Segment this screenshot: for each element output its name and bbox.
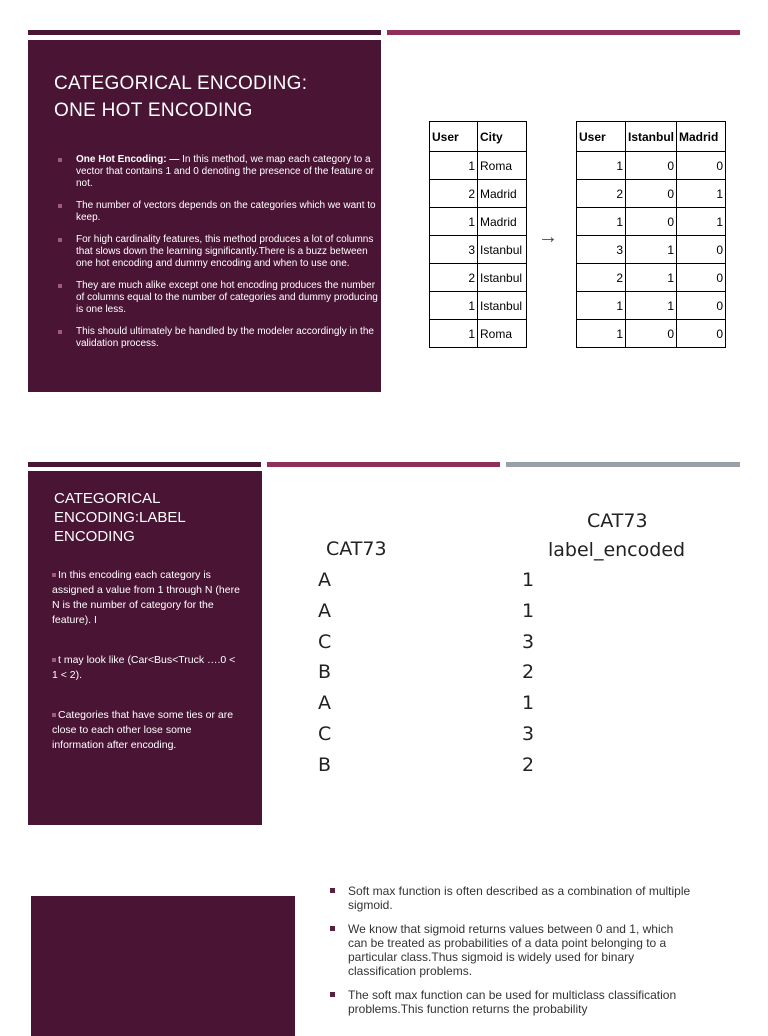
slide2-title-line2: ENCODING:LABEL <box>54 509 186 526</box>
slide1-top-bar-left <box>28 30 381 35</box>
cat73-value: C <box>318 722 332 745</box>
bullet-text: In this method, we map each category to a vector that contains 1 and 0 denoting the presence of the feature or not. <box>76 154 374 189</box>
table-cell: 1 <box>430 208 478 236</box>
table-cell: 0 <box>626 180 677 208</box>
label-encoded-header-line1: CAT73 <box>587 510 648 532</box>
table-cell: 0 <box>677 236 726 264</box>
table-cell: 0 <box>626 208 677 236</box>
cat73-value: B <box>318 661 332 684</box>
bullet-square-icon <box>58 284 62 288</box>
table-cell: 2 <box>430 180 478 208</box>
table-cell: 0 <box>626 320 677 348</box>
label-encoded-value: 2 <box>522 661 535 684</box>
table-row <box>430 208 527 236</box>
table-cell: 3 <box>577 236 626 264</box>
bullet-text: The soft max function can be used for multiclass classification problems.This function returns the probability <box>348 988 677 1016</box>
slide1-bullet-list <box>56 154 386 360</box>
city-table <box>429 121 527 348</box>
bullet-text: We know that sigmoid returns values between 0 and 1, which can be treated as probabilities of a data point belonging to a particular class.Thus sigmoid is widely used for binary classification problems. <box>348 922 674 978</box>
table-cell: 1 <box>626 264 677 292</box>
bullet-text: This should ultimately be handled by the modeler accordingly in the validation process. <box>76 326 374 349</box>
bullet-text: Categories that have some ties or are close to each other lose some information after encoding. <box>52 709 234 751</box>
cat73-value: A <box>318 599 331 622</box>
slide1-title <box>54 70 354 124</box>
bullet-item <box>56 280 386 316</box>
table-cell: 1 <box>577 152 626 180</box>
table-header: User <box>430 122 478 152</box>
slide2-top-bar-right <box>506 462 740 467</box>
cat73-column-header: CAT73 <box>326 538 387 560</box>
one-hot-table <box>576 121 726 348</box>
table-row <box>577 292 726 320</box>
bullet-item <box>56 200 386 224</box>
table-cell: Roma <box>478 320 527 348</box>
table-cell: 1 <box>430 152 478 180</box>
table-cell: 1 <box>430 320 478 348</box>
slide1-title-panel <box>28 40 381 392</box>
slide1-top-bar-right <box>387 30 740 35</box>
bullet-square-icon <box>330 992 335 997</box>
table-cell: 1 <box>577 320 626 348</box>
bullet-item <box>56 154 386 190</box>
bullet-square-icon <box>330 926 335 931</box>
bullet-item <box>56 326 386 350</box>
bullet-item <box>328 884 693 912</box>
table-cell: 1 <box>677 180 726 208</box>
cat73-value: B <box>318 753 332 776</box>
table-cell: 2 <box>577 264 626 292</box>
bullet-square-icon <box>58 158 62 162</box>
label-encoded-value: 1 <box>522 569 535 591</box>
bullet-text: The number of vectors depends on the categories which we want to keep. <box>76 200 376 223</box>
label-encoded-value: 3 <box>522 722 535 745</box>
bullet-square-icon <box>58 204 62 208</box>
table-cell: 0 <box>677 292 726 320</box>
bullet-square-icon <box>52 713 56 717</box>
table-cell: 0 <box>677 264 726 292</box>
table-cell: 0 <box>677 320 726 348</box>
table-header: City <box>478 122 527 152</box>
table-row <box>430 152 527 180</box>
cat73-values <box>318 565 331 781</box>
table-row <box>430 292 527 320</box>
table-cell: 0 <box>626 152 677 180</box>
label-encoded-value: 2 <box>522 753 535 776</box>
table-cell: Madrid <box>478 208 527 236</box>
table-cell: 1 <box>577 292 626 320</box>
table-cell: Istanbul <box>478 292 527 320</box>
table-header: Madrid <box>677 122 726 152</box>
bullet-text: In this encoding each category is assigned a value from 1 through N (here N is the number of category for the feature). I <box>52 569 240 626</box>
table-row <box>430 180 527 208</box>
bullet-item <box>328 988 693 1016</box>
table-cell: 0 <box>677 152 726 180</box>
table-header: Istanbul <box>626 122 677 152</box>
bullet-square-icon <box>330 888 335 893</box>
label-encoded-value: 3 <box>522 630 535 653</box>
table-row <box>430 264 527 292</box>
slide2-title-panel <box>28 471 262 825</box>
table-row <box>430 320 527 348</box>
table-cell: 1 <box>626 236 677 264</box>
bullet-bold-text: One Hot Encoding: — <box>76 154 180 165</box>
cat73-value: C <box>318 630 332 653</box>
table-cell: Roma <box>478 152 527 180</box>
bullet-text: They are much alike except one hot encoding produces the number of columns equal to the number of categories and dummy producing is one less. <box>76 280 378 315</box>
table-cell: Istanbul <box>478 236 527 264</box>
table-cell: 1 <box>430 292 478 320</box>
slide1-title-line2: ONE HOT ENCODING <box>54 100 253 121</box>
label-encoded-values <box>522 565 534 781</box>
bullet-square-icon <box>52 658 56 662</box>
right-arrow-icon: → <box>538 226 558 248</box>
bullet-text: t may look like (Car<Bus<Truck ….0 < 1 < 2). <box>52 654 236 681</box>
bullet-item <box>52 568 242 628</box>
slide2-title <box>54 489 254 546</box>
table-row <box>577 152 726 180</box>
table-cell: Madrid <box>478 180 527 208</box>
bullet-item <box>56 234 386 270</box>
table-cell: 3 <box>430 236 478 264</box>
table-row <box>577 264 726 292</box>
slide2-bullet-list <box>52 568 242 778</box>
table-header: User <box>577 122 626 152</box>
label-encoded-value: 1 <box>522 599 535 622</box>
slide3-bullet-list <box>328 884 693 1026</box>
slide1-title-line1: CATEGORICAL ENCODING: <box>54 73 308 94</box>
table-row <box>577 180 726 208</box>
slide3-title-panel <box>31 896 295 1036</box>
table-cell: 1 <box>677 208 726 236</box>
table-row <box>577 236 726 264</box>
table-row <box>577 320 726 348</box>
slide2-top-bar-left <box>28 462 261 467</box>
table-row <box>577 208 726 236</box>
bullet-square-icon <box>58 238 62 242</box>
slide2-title-line1: CATEGORICAL <box>54 490 161 507</box>
cat73-value: A <box>318 692 331 715</box>
table-row <box>430 236 527 264</box>
cat73-value: A <box>318 569 331 591</box>
table-cell: Istanbul <box>478 264 527 292</box>
slide2-top-bar-middle <box>267 462 500 467</box>
bullet-item <box>328 922 693 978</box>
bullet-square-icon <box>58 330 62 334</box>
table-cell: 2 <box>430 264 478 292</box>
table-cell: 1 <box>577 208 626 236</box>
table-cell: 2 <box>577 180 626 208</box>
slide2-title-line3: ENCODING <box>54 528 135 545</box>
bullet-text: Soft max function is often described as a combination of multiple sigmoid. <box>348 884 691 912</box>
label-encoded-header-line2: label_encoded <box>548 539 686 561</box>
bullet-item <box>52 653 242 683</box>
table-cell: 1 <box>626 292 677 320</box>
bullet-square-icon <box>52 573 56 577</box>
bullet-text: For high cardinality features, this method produces a lot of columns that slows down the learning significantly.There is a buzz between one hot encoding and dummy encoding and when to use one. <box>76 234 374 269</box>
bullet-item <box>52 708 242 753</box>
label-encoded-value: 1 <box>522 692 535 715</box>
